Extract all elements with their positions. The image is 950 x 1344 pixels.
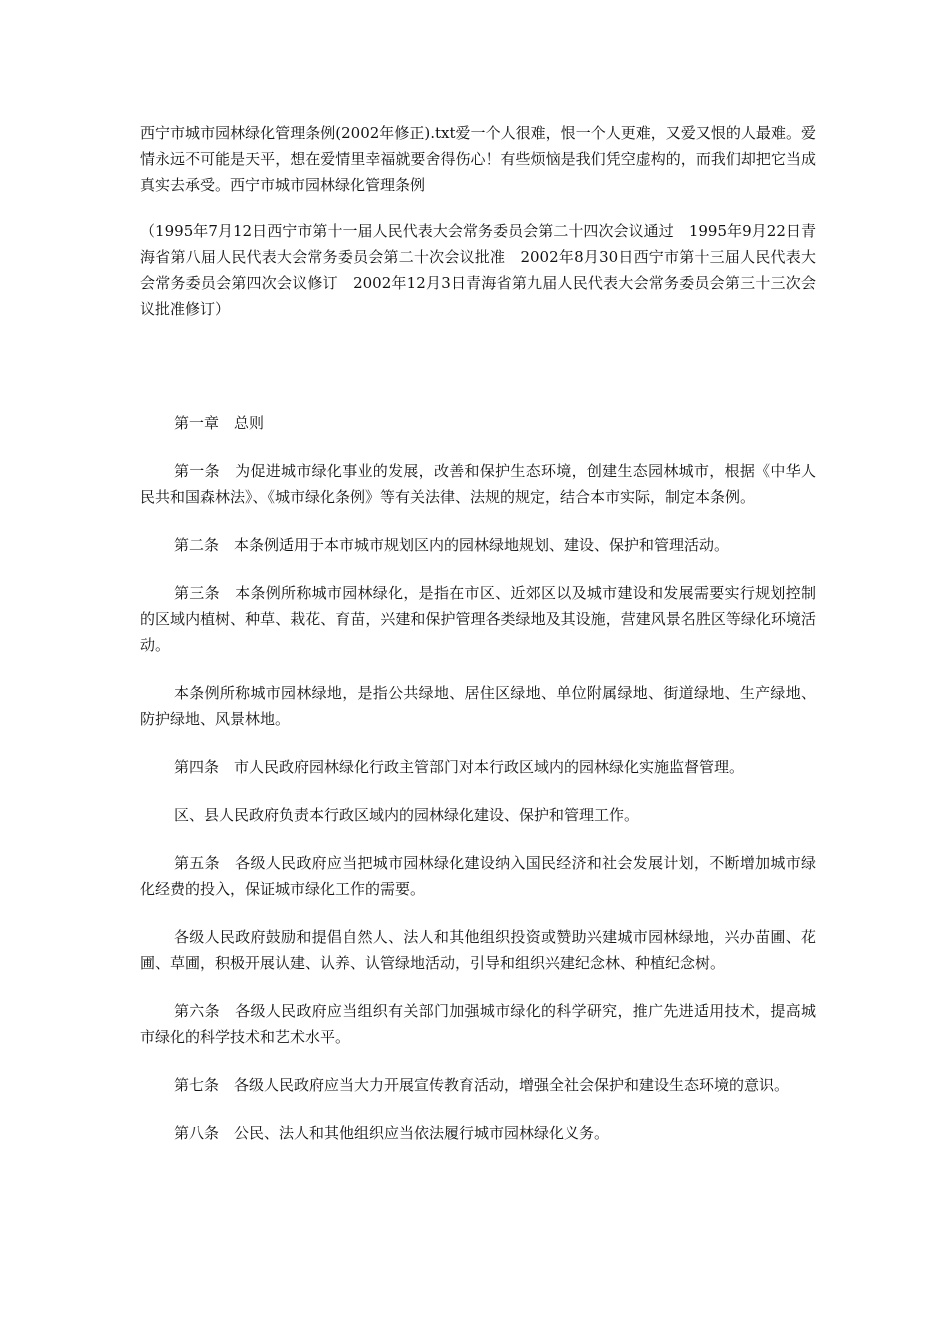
document-body <box>140 120 816 1168</box>
article-6: 第六条 各级人民政府应当组织有关部门加强城市绿化的科学研究，推广先进适用技术，提高城市绿化的科学技术和艺术水平。 <box>140 1002 816 1046</box>
legislative-history: （1995年7月12日西宁市第十一届人民代表大会常务委员会第二十四次会议通过 1995年9月22日青海省第八届人民代表大会常务委员会第二十次会议批准 2002年8月30日西宁市第十三届人民代表大会常务委员会第四次会议修订 2002年12月3日青海省第九届人民代表大会常务委员会第三十三次会议批准修订） <box>140 222 816 318</box>
article-2: 第二条 本条例适用于本市城市规划区内的园林绿地规划、建设、保护和管理活动。 <box>174 536 730 554</box>
article-4: 第四条 市人民政府园林绿化行政主管部门对本行政区域内的园林绿化实施监督管理。 <box>174 758 745 776</box>
article-1: 第一条 为促进城市绿化事业的发展，改善和保护生态环境，创建生态园林城市，根据《中华人民共和国森林法》、《城市绿化条例》等有关法律、法规的规定，结合本市实际，制定本条例。 <box>140 462 816 506</box>
article-3-clause-2: 本条例所称城市园林绿地，是指公共绿地、居住区绿地、单位附属绿地、街道绿地、生产绿地、防护绿地、风景林地。 <box>140 684 816 728</box>
article-5-clause-2: 各级人民政府鼓励和提倡自然人、法人和其他组织投资或赞助兴建城市园林绿地，兴办苗圃、花圃、草圃，积极开展认建、认养、认管绿地活动，引导和组织兴建纪念林、种植纪念树。 <box>140 928 816 972</box>
document-intro: 西宁市城市园林绿化管理条例(2002年修正).txt爱一个人很难，恨一个人更难，又爱又恨的人最难。爱情永远不可能是天平，想在爱情里幸福就要舍得伤心！有些烦恼是我们凭空虚构的，而我们却把它当成真实去承受。西宁市城市园林绿化管理条例 <box>140 124 816 194</box>
chapter-heading: 第一章 总则 <box>174 414 265 432</box>
article-8: 第八条 公民、法人和其他组织应当依法履行城市园林绿化义务。 <box>174 1124 610 1142</box>
article-3: 第三条 本条例所称城市园林绿化，是指在市区、近郊区以及城市建设和发展需要实行规划控制的区域内植树、种草、栽花、育苗，兴建和保护管理各类绿地及其设施，营建风景名胜区等绿化环境活动。 <box>140 584 816 654</box>
article-7: 第七条 各级人民政府应当大力开展宣传教育活动，增强全社会保护和建设生态环境的意识。 <box>174 1076 790 1094</box>
article-5: 第五条 各级人民政府应当把城市园林绿化建设纳入国民经济和社会发展计划，不断增加城市绿化经费的投入，保证城市绿化工作的需要。 <box>140 854 816 898</box>
article-4-clause-2: 区、县人民政府负责本行政区域内的园林绿化建设、保护和管理工作。 <box>174 806 640 824</box>
